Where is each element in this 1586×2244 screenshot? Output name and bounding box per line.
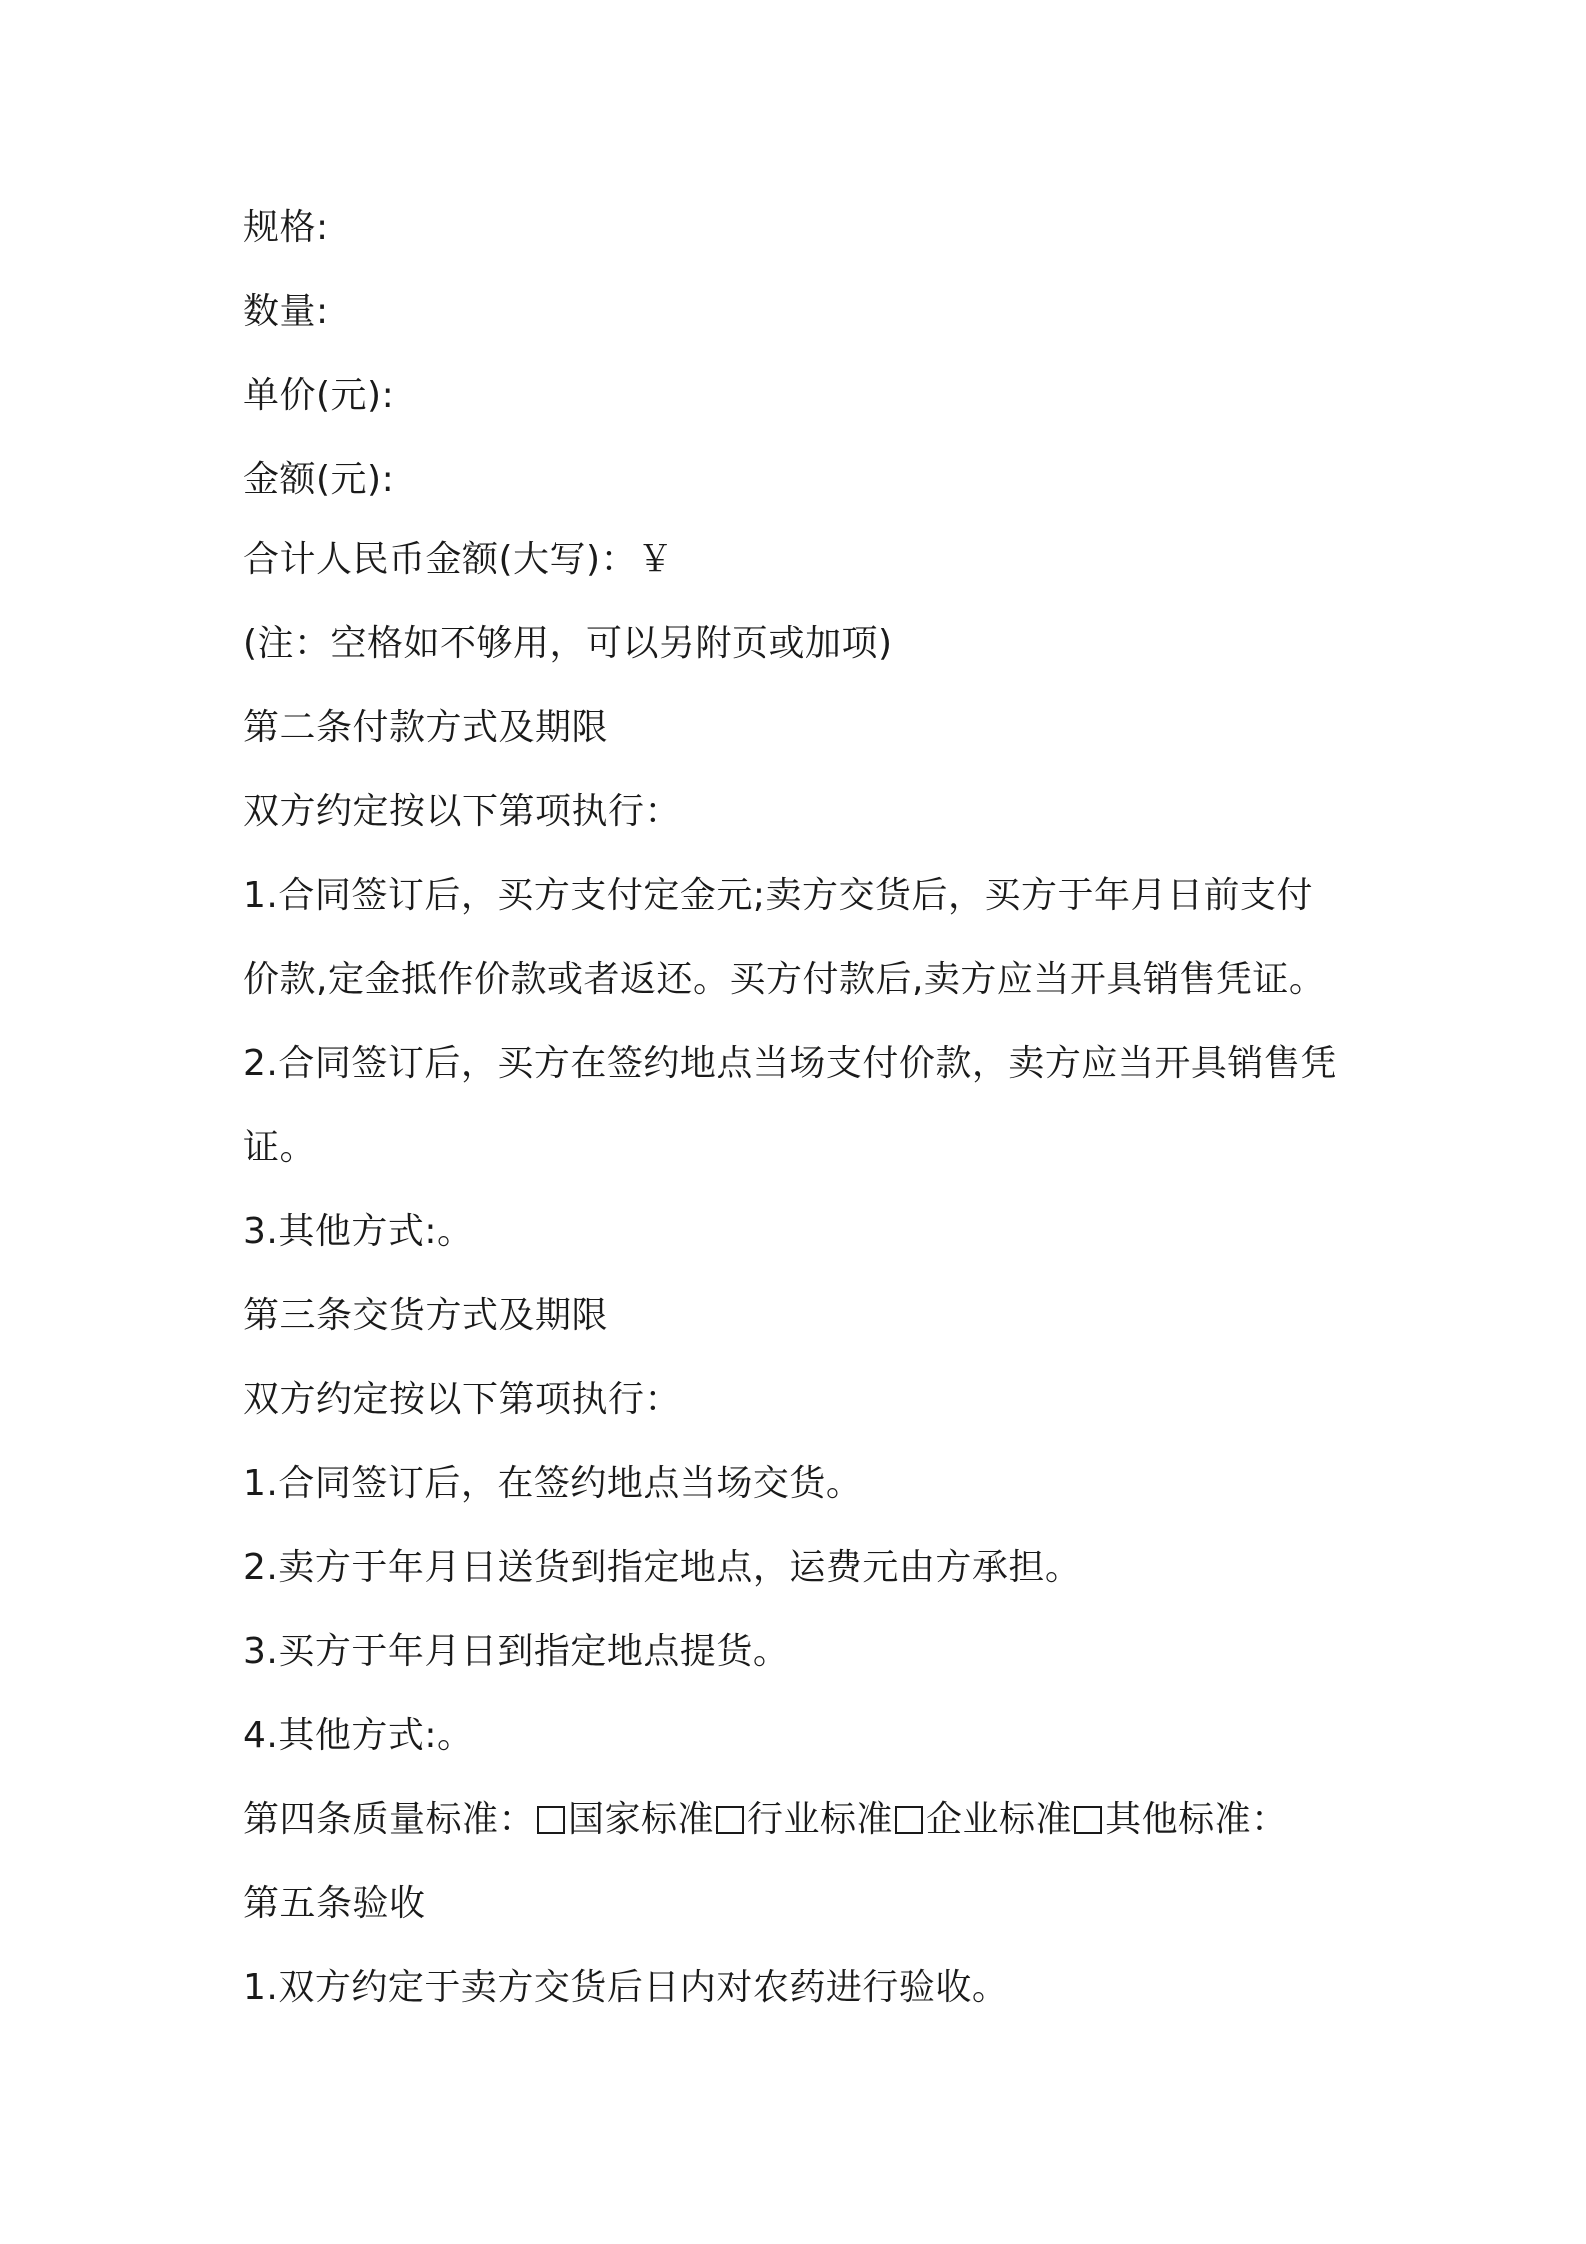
industry-standard-label: 行业标准	[747, 1799, 894, 1840]
article-3-intro: 双方约定按以下第项执行：	[243, 1379, 682, 1420]
enterprise-standard-label: 企业标准	[926, 1799, 1073, 1840]
quantity-label: 数量:	[243, 291, 329, 332]
article-2-item-1-line-2: 价款,定金抵作价款或者返还。买方付款后,卖方应当开具销售凭证。	[243, 959, 1326, 1000]
article-4-heading: 第四条质量标准：	[243, 1799, 536, 1840]
other-standard-checkbox[interactable]	[1074, 1806, 1102, 1834]
article-3-item-2: 2.卖方于年月日送货到指定地点，运费元由方承担。	[243, 1547, 1082, 1588]
enterprise-standard-checkbox[interactable]	[895, 1806, 923, 1834]
article-3-heading: 第三条交货方式及期限	[243, 1295, 609, 1336]
article-2-item-2-line-1: 2.合同签订后，买方在签约地点当场支付价款，卖方应当开具销售凭	[243, 1043, 1337, 1084]
spec-label: 规格:	[243, 207, 329, 248]
article-4-line	[243, 1796, 1363, 1844]
article-3-item-3: 3.买方于年月日到指定地点提货。	[243, 1631, 790, 1672]
article-2-heading: 第二条付款方式及期限	[243, 707, 609, 748]
article-3-item-4: 4.其他方式:。	[243, 1715, 474, 1756]
article-2-item-2-line-2: 证。	[243, 1127, 317, 1168]
article-3-item-1: 1.合同签订后，在签约地点当场交货。	[243, 1463, 863, 1504]
article-2-item-1-line-1: 1.合同签订后，买方支付定金元;卖方交货后，买方于年月日前支付	[243, 875, 1313, 916]
other-standard-label: 其他标准：	[1105, 1799, 1288, 1840]
unit-price-label: 单价(元):	[243, 375, 395, 416]
article-2-item-3: 3.其他方式:。	[243, 1211, 474, 1252]
industry-standard-checkbox[interactable]	[716, 1806, 744, 1834]
amount-label: 金额(元):	[243, 459, 395, 500]
article-5-item-1: 1.双方约定于卖方交货后日内对农药进行验收。	[243, 1967, 1009, 2008]
article-5-heading: 第五条验收	[243, 1883, 426, 1924]
national-standard-label: 国家标准	[568, 1799, 715, 1840]
total-amount-label: 合计人民币金额(大写)：￥	[243, 539, 674, 580]
note-text: (注：空格如不够用，可以另附页或加项)	[243, 623, 893, 664]
article-2-intro: 双方约定按以下第项执行：	[243, 791, 682, 832]
national-standard-checkbox[interactable]	[537, 1806, 565, 1834]
